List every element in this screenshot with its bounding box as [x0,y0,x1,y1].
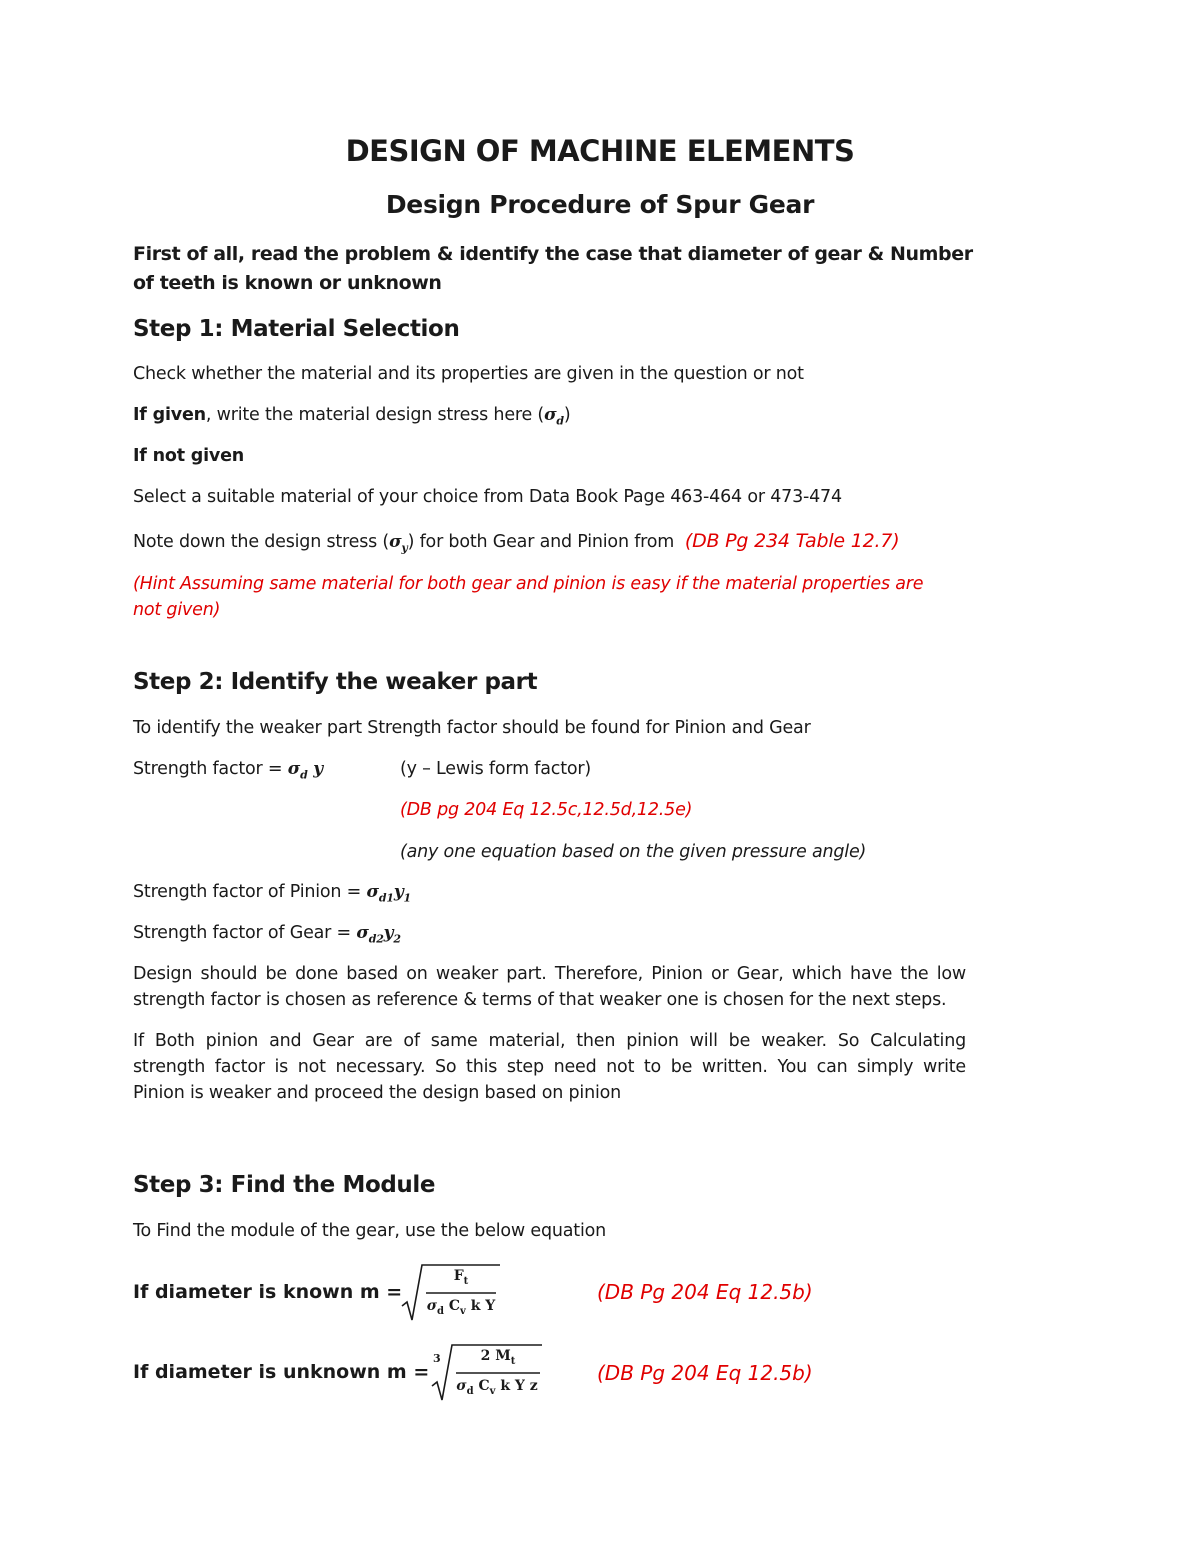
eq2-numerator: 2 $M_t$ [480,1348,516,1367]
hint-line-1: (Hint Assuming same material for both gear and pinion is easy if the material properties are [133,574,924,594]
strength-factor-gear [133,923,401,945]
eq2-denominator: $\sigma_d$ $C_v$ k Y z [456,1378,538,1397]
weaker-part-para2-line3: Pinion is weaker and proceed the design based on pinion [133,1083,622,1103]
strength-factor-label: Strength factor = [133,759,283,779]
document-subtitle: Design Procedure of Spur Gear [385,190,815,219]
hint-line-2: not given) [133,600,221,620]
lewis-form-factor-note: (y – Lewis form factor) [400,759,591,779]
eq2-label: If diameter is unknown m = [133,1361,430,1383]
select-material-text: Select a suitable material of your choice from Data Book Page 463-464 or 473-474 [133,487,842,507]
step2-db-reference: (DB pg 204 Eq 12.5c,12.5d,12.5e) [400,800,693,820]
close-paren: ) [563,405,571,425]
step3-heading: Step 3: Find the Module [133,1172,436,1198]
step3-intro: To Find the module of the gear, use the below equation [133,1221,607,1241]
if-given-text: , write the material design stress here ( [205,405,545,425]
note-db-reference: (DB Pg 234 Table 12.7) [684,530,900,552]
eq1-db-reference: (DB Pg 204 Eq 12.5b) [597,1280,813,1304]
if-given-label: If given [133,405,206,425]
strength-factor-pinion [133,882,411,904]
strength-factor-formula [133,759,323,781]
weaker-part-para1-line2: strength factor is chosen as reference & terms of that weaker one is chosen for the next steps. [133,990,947,1010]
intro-line-2: of teeth is known or unknown [133,272,442,294]
weaker-part-para2-line2: strength factor is not necessary. So this step need not to be written. You can simply write [133,1057,966,1077]
note-text-post: ) for both Gear and Pinion from [407,532,675,552]
eq2-db-reference: (DB Pg 204 Eq 12.5b) [597,1361,813,1385]
step1-check-text: Check whether the material and its properties are given in the question or not [133,364,804,384]
step2-heading: Step 2: Identify the weaker part [133,669,538,695]
sf-gear-label: Strength factor of Gear = [133,923,351,943]
weaker-part-para1-line1: Design should be done based on weaker part. Therefore, Pinion or Gear, which have the low [133,964,966,984]
eq1-denominator: $\sigma_d$ $C_v$ k Y [426,1298,496,1317]
step2-intro: To identify the weaker part Strength factor should be found for Pinion and Gear [133,718,811,738]
note-design-stress-line [133,530,899,554]
note-text-pre: Note down the design stress ( [133,532,390,552]
eq1-numerator: $F_t$ [453,1268,469,1287]
pressure-angle-note: (any one equation based on the given pressure angle) [400,842,867,862]
sigma-d1-y1-symbol: $\sigma_{d1}y_1$ [366,882,411,905]
step1-if-given-line [133,405,571,427]
weaker-part-para2-line1: If Both pinion and Gear are of same material, then pinion will be weaker. So Calculating [133,1031,966,1051]
document-title: DESIGN OF MACHINE ELEMENTS [345,134,855,168]
sigma-d2-y2-symbol: $\sigma_{d2}y_2$ [356,923,401,946]
sigma-d-y-symbol: $\sigma_d$ y [287,759,323,782]
sigma-y-symbol: $\sigma_y$ [389,532,408,555]
eq2-cube-root-index: 3 [433,1352,441,1365]
sigma-d-symbol: $\sigma_d$ [544,405,564,428]
intro-line-1: First of all, read the problem & identify the case that diameter of gear & Number [133,243,973,265]
eq1-label: If diameter is known m = [133,1281,403,1303]
step1-heading: Step 1: Material Selection [133,316,460,342]
if-not-given-label: If not given [133,446,245,466]
sf-pinion-label: Strength factor of Pinion = [133,882,362,902]
